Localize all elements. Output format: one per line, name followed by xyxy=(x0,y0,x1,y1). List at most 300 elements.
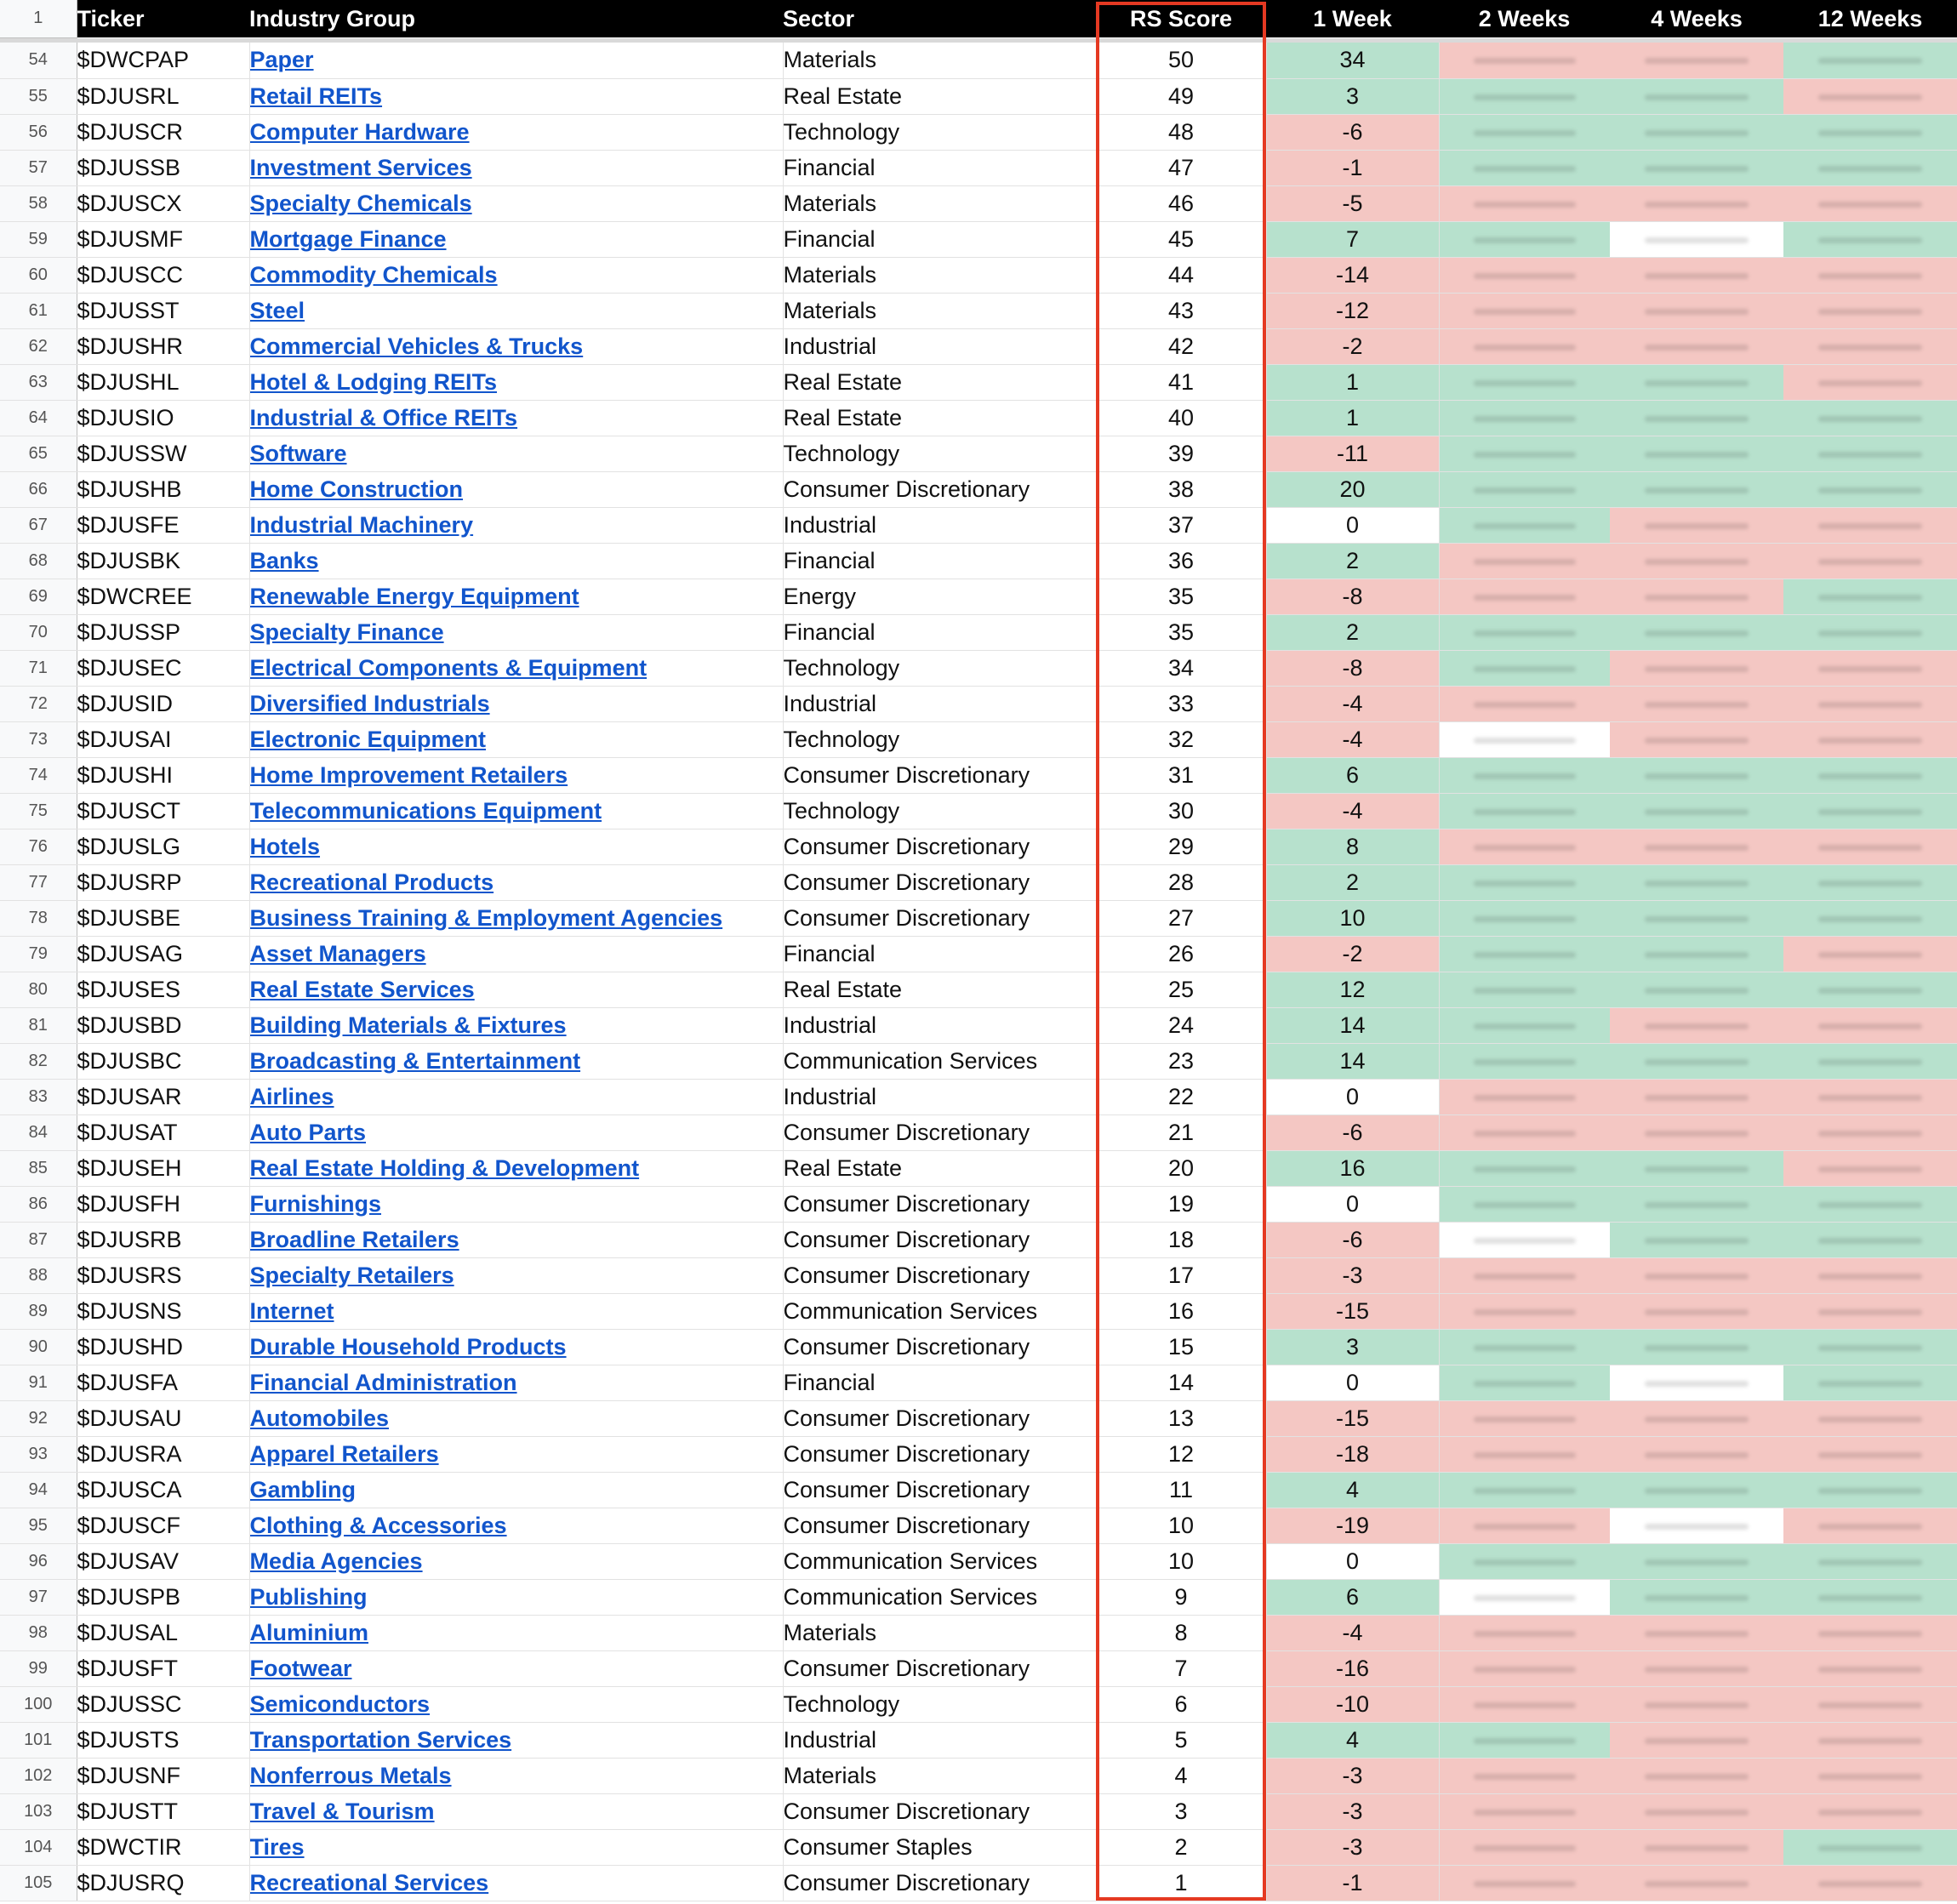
week-4-change-cell[interactable] xyxy=(1610,221,1783,257)
industry-group-link[interactable]: Broadline Retailers xyxy=(249,1226,459,1252)
sector-cell[interactable]: Consumer Discretionary xyxy=(783,1508,1096,1543)
week-12-change-cell[interactable] xyxy=(1783,579,1957,614)
rs-score-cell[interactable]: 2 xyxy=(1096,1829,1266,1865)
week-4-change-cell[interactable] xyxy=(1610,364,1783,400)
week-2-change-cell[interactable] xyxy=(1439,1079,1610,1114)
rs-score-cell[interactable]: 24 xyxy=(1096,1007,1266,1043)
industry-group-cell[interactable] xyxy=(249,757,783,793)
sector-cell[interactable]: Financial xyxy=(783,614,1096,650)
ticker-cell[interactable]: $DJUSAR xyxy=(77,1079,249,1114)
sector-cell[interactable]: Consumer Discretionary xyxy=(783,1114,1096,1150)
industry-group-cell[interactable] xyxy=(249,114,783,150)
sector-cell[interactable]: Consumer Discretionary xyxy=(783,1400,1096,1436)
week-1-change-cell[interactable]: 12 xyxy=(1266,972,1439,1007)
industry-group-link[interactable]: Aluminium xyxy=(249,1619,368,1645)
rs-score-cell[interactable]: 11 xyxy=(1096,1472,1266,1508)
industry-group-link[interactable]: Hotels xyxy=(249,833,321,859)
sector-cell[interactable]: Communication Services xyxy=(783,1293,1096,1329)
rs-score-cell[interactable]: 19 xyxy=(1096,1186,1266,1222)
week-4-change-cell[interactable] xyxy=(1610,1615,1783,1650)
industry-group-link[interactable]: Publishing xyxy=(249,1583,368,1610)
sector-cell[interactable]: Real Estate xyxy=(783,78,1096,114)
industry-group-link[interactable]: Recreational Products xyxy=(249,869,494,895)
week-2-change-cell[interactable] xyxy=(1439,1615,1610,1650)
ticker-cell[interactable]: $DJUSSC xyxy=(77,1686,249,1722)
ticker-cell[interactable]: $DJUSLG xyxy=(77,829,249,864)
week-2-change-cell[interactable] xyxy=(1439,257,1610,293)
ticker-cell[interactable]: $DJUSSB xyxy=(77,150,249,185)
ticker-cell[interactable]: $DJUSRS xyxy=(77,1257,249,1293)
rs-score-cell[interactable]: 5 xyxy=(1096,1722,1266,1758)
week-2-change-cell[interactable] xyxy=(1439,936,1610,972)
rs-score-cell[interactable]: 1 xyxy=(1096,1865,1266,1901)
industry-group-cell[interactable] xyxy=(249,829,783,864)
week-4-change-cell[interactable] xyxy=(1610,1400,1783,1436)
week-12-change-cell[interactable] xyxy=(1783,1257,1957,1293)
industry-group-cell[interactable] xyxy=(249,507,783,543)
industry-group-link[interactable]: Mortgage Finance xyxy=(249,225,447,252)
week-4-change-cell[interactable] xyxy=(1610,1079,1783,1114)
week-1-change-cell[interactable]: -2 xyxy=(1266,936,1439,972)
rs-score-cell[interactable]: 4 xyxy=(1096,1758,1266,1793)
rs-score-cell[interactable]: 20 xyxy=(1096,1150,1266,1186)
week-12-change-cell[interactable] xyxy=(1783,1615,1957,1650)
rs-score-cell[interactable]: 29 xyxy=(1096,829,1266,864)
week-12-change-cell[interactable] xyxy=(1783,793,1957,829)
week-4-change-cell[interactable] xyxy=(1610,1436,1783,1472)
week-4-change-cell[interactable] xyxy=(1610,1007,1783,1043)
week-1-change-cell[interactable]: 2 xyxy=(1266,543,1439,579)
week-1-change-cell[interactable]: 2 xyxy=(1266,864,1439,900)
ticker-cell[interactable]: $DJUSBC xyxy=(77,1043,249,1079)
sector-cell[interactable]: Technology xyxy=(783,1686,1096,1722)
row-number[interactable]: 61 xyxy=(0,293,77,328)
industry-group-link[interactable]: Building Materials & Fixtures xyxy=(249,1012,567,1038)
industry-group-link[interactable]: Business Training & Employment Agencies xyxy=(249,904,723,931)
industry-group-cell[interactable] xyxy=(249,185,783,221)
industry-group-cell[interactable] xyxy=(249,1365,783,1400)
sector-cell[interactable]: Real Estate xyxy=(783,1150,1096,1186)
sector-cell[interactable]: Industrial xyxy=(783,1007,1096,1043)
row-number[interactable]: 82 xyxy=(0,1043,77,1079)
ticker-cell[interactable]: $DJUSNS xyxy=(77,1293,249,1329)
sector-cell[interactable]: Consumer Discretionary xyxy=(783,1793,1096,1829)
rs-score-cell[interactable]: 35 xyxy=(1096,579,1266,614)
week-2-change-cell[interactable] xyxy=(1439,1365,1610,1400)
industry-group-link[interactable]: Renewable Energy Equipment xyxy=(249,583,579,609)
week-2-change-cell[interactable] xyxy=(1439,364,1610,400)
week-2-change-cell[interactable] xyxy=(1439,1400,1610,1436)
row-number[interactable]: 89 xyxy=(0,1293,77,1329)
week-2-change-cell[interactable] xyxy=(1439,328,1610,364)
ticker-cell[interactable]: $DJUSSP xyxy=(77,614,249,650)
industry-group-link[interactable]: Computer Hardware xyxy=(249,118,470,145)
industry-group-link[interactable]: Real Estate Services xyxy=(249,976,475,1002)
week-2-change-cell[interactable] xyxy=(1439,1722,1610,1758)
industry-group-cell[interactable] xyxy=(249,257,783,293)
rs-score-cell[interactable]: 43 xyxy=(1096,293,1266,328)
sector-cell[interactable]: Consumer Discretionary xyxy=(783,1436,1096,1472)
industry-group-link[interactable]: Industrial & Office REITs xyxy=(249,404,518,430)
sector-cell[interactable]: Communication Services xyxy=(783,1043,1096,1079)
week-4-change-cell[interactable] xyxy=(1610,793,1783,829)
week-2-change-cell[interactable] xyxy=(1439,1043,1610,1079)
rs-score-cell[interactable]: 50 xyxy=(1096,43,1266,78)
sector-cell[interactable]: Industrial xyxy=(783,686,1096,721)
industry-group-cell[interactable] xyxy=(249,579,783,614)
ticker-cell[interactable]: $DJUSSW xyxy=(77,436,249,471)
col-header-2-weeks[interactable]: 2 Weeks xyxy=(1439,0,1610,37)
week-1-change-cell[interactable]: -4 xyxy=(1266,793,1439,829)
week-4-change-cell[interactable] xyxy=(1610,686,1783,721)
week-1-change-cell[interactable]: 7 xyxy=(1266,221,1439,257)
sector-cell[interactable]: Industrial xyxy=(783,1722,1096,1758)
rs-score-cell[interactable]: 10 xyxy=(1096,1543,1266,1579)
week-1-change-cell[interactable]: 8 xyxy=(1266,829,1439,864)
industry-group-link[interactable]: Banks xyxy=(249,547,319,573)
ticker-cell[interactable]: $DJUSEH xyxy=(77,1150,249,1186)
week-12-change-cell[interactable] xyxy=(1783,1186,1957,1222)
week-12-change-cell[interactable] xyxy=(1783,1436,1957,1472)
week-12-change-cell[interactable] xyxy=(1783,507,1957,543)
week-12-change-cell[interactable] xyxy=(1783,686,1957,721)
row-number[interactable]: 83 xyxy=(0,1079,77,1114)
week-12-change-cell[interactable] xyxy=(1783,328,1957,364)
industry-group-cell[interactable] xyxy=(249,1472,783,1508)
industry-group-link[interactable]: Retail REITs xyxy=(249,83,383,109)
industry-group-link[interactable]: Commercial Vehicles & Trucks xyxy=(249,333,584,359)
rs-score-cell[interactable]: 25 xyxy=(1096,972,1266,1007)
week-2-change-cell[interactable] xyxy=(1439,614,1610,650)
week-12-change-cell[interactable] xyxy=(1783,1508,1957,1543)
col-header-12-weeks[interactable]: 12 Weeks xyxy=(1783,0,1957,37)
week-4-change-cell[interactable] xyxy=(1610,1722,1783,1758)
rs-score-cell[interactable]: 6 xyxy=(1096,1686,1266,1722)
industry-group-cell[interactable] xyxy=(249,686,783,721)
row-number[interactable]: 1 xyxy=(0,0,77,37)
rs-score-cell[interactable]: 46 xyxy=(1096,185,1266,221)
week-1-change-cell[interactable]: 0 xyxy=(1266,1365,1439,1400)
sector-cell[interactable]: Consumer Discretionary xyxy=(783,864,1096,900)
ticker-cell[interactable]: $DJUSMF xyxy=(77,221,249,257)
week-12-change-cell[interactable] xyxy=(1783,1829,1957,1865)
sector-cell[interactable]: Technology xyxy=(783,721,1096,757)
industry-group-cell[interactable] xyxy=(249,1543,783,1579)
industry-group-cell[interactable] xyxy=(249,1329,783,1365)
col-header-rs-score[interactable]: RS Score xyxy=(1096,0,1266,37)
industry-group-link[interactable]: Airlines xyxy=(249,1083,334,1109)
week-2-change-cell[interactable] xyxy=(1439,1293,1610,1329)
industry-group-link[interactable]: Electrical Components & Equipment xyxy=(249,654,648,681)
sector-cell[interactable]: Real Estate xyxy=(783,400,1096,436)
industry-group-link[interactable]: Real Estate Holding & Development xyxy=(249,1154,640,1181)
week-4-change-cell[interactable] xyxy=(1610,1329,1783,1365)
ticker-cell[interactable]: $DJUSCR xyxy=(77,114,249,150)
week-1-change-cell[interactable]: -4 xyxy=(1266,1615,1439,1650)
industry-group-link[interactable]: Diversified Industrials xyxy=(249,690,490,716)
ticker-cell[interactable]: $DJUSCA xyxy=(77,1472,249,1508)
rs-score-cell[interactable]: 21 xyxy=(1096,1114,1266,1150)
week-12-change-cell[interactable] xyxy=(1783,614,1957,650)
industry-group-link[interactable]: Nonferrous Metals xyxy=(249,1762,452,1788)
row-number[interactable]: 101 xyxy=(0,1722,77,1758)
industry-group-link[interactable]: Industrial Machinery xyxy=(249,511,474,538)
rs-score-cell[interactable]: 16 xyxy=(1096,1293,1266,1329)
sector-cell[interactable]: Materials xyxy=(783,185,1096,221)
ticker-cell[interactable]: $DWCTIR xyxy=(77,1829,249,1865)
industry-group-cell[interactable] xyxy=(249,78,783,114)
rs-score-cell[interactable]: 44 xyxy=(1096,257,1266,293)
week-1-change-cell[interactable]: -4 xyxy=(1266,721,1439,757)
rs-score-cell[interactable]: 33 xyxy=(1096,686,1266,721)
week-1-change-cell[interactable]: 14 xyxy=(1266,1007,1439,1043)
row-number[interactable]: 99 xyxy=(0,1650,77,1686)
row-number[interactable]: 72 xyxy=(0,686,77,721)
industry-group-cell[interactable] xyxy=(249,221,783,257)
sector-cell[interactable]: Industrial xyxy=(783,507,1096,543)
week-1-change-cell[interactable]: -1 xyxy=(1266,1865,1439,1901)
col-header-4-weeks[interactable]: 4 Weeks xyxy=(1610,0,1783,37)
rs-score-cell[interactable]: 35 xyxy=(1096,614,1266,650)
industry-group-link[interactable]: Durable Household Products xyxy=(249,1333,567,1360)
week-12-change-cell[interactable] xyxy=(1783,721,1957,757)
industry-group-cell[interactable] xyxy=(249,1829,783,1865)
sector-cell[interactable]: Financial xyxy=(783,543,1096,579)
week-12-change-cell[interactable] xyxy=(1783,1365,1957,1400)
week-1-change-cell[interactable]: 10 xyxy=(1266,900,1439,936)
rs-score-cell[interactable]: 34 xyxy=(1096,650,1266,686)
week-1-change-cell[interactable]: -8 xyxy=(1266,650,1439,686)
row-number[interactable]: 81 xyxy=(0,1007,77,1043)
week-12-change-cell[interactable] xyxy=(1783,1222,1957,1257)
week-12-change-cell[interactable] xyxy=(1783,1150,1957,1186)
ticker-cell[interactable]: $DJUSHI xyxy=(77,757,249,793)
industry-group-link[interactable]: Software xyxy=(249,440,347,466)
week-1-change-cell[interactable]: 4 xyxy=(1266,1722,1439,1758)
week-2-change-cell[interactable] xyxy=(1439,900,1610,936)
week-2-change-cell[interactable] xyxy=(1439,185,1610,221)
rs-score-cell[interactable]: 3 xyxy=(1096,1793,1266,1829)
week-2-change-cell[interactable] xyxy=(1439,436,1610,471)
sector-cell[interactable]: Consumer Discretionary xyxy=(783,900,1096,936)
sector-cell[interactable]: Industrial xyxy=(783,328,1096,364)
sector-cell[interactable]: Materials xyxy=(783,257,1096,293)
rs-score-cell[interactable]: 32 xyxy=(1096,721,1266,757)
week-12-change-cell[interactable] xyxy=(1783,293,1957,328)
sector-cell[interactable]: Materials xyxy=(783,1758,1096,1793)
week-12-change-cell[interactable] xyxy=(1783,221,1957,257)
ticker-cell[interactable]: $DJUSCX xyxy=(77,185,249,221)
week-12-change-cell[interactable] xyxy=(1783,1114,1957,1150)
ticker-cell[interactable]: $DJUSAV xyxy=(77,1543,249,1579)
rs-score-cell[interactable]: 22 xyxy=(1096,1079,1266,1114)
rs-score-cell[interactable]: 45 xyxy=(1096,221,1266,257)
week-4-change-cell[interactable] xyxy=(1610,1293,1783,1329)
sector-cell[interactable]: Consumer Discretionary xyxy=(783,471,1096,507)
week-12-change-cell[interactable] xyxy=(1783,1543,1957,1579)
week-1-change-cell[interactable]: -6 xyxy=(1266,1114,1439,1150)
industry-group-cell[interactable] xyxy=(249,293,783,328)
sector-cell[interactable]: Real Estate xyxy=(783,364,1096,400)
week-12-change-cell[interactable] xyxy=(1783,436,1957,471)
industry-group-cell[interactable] xyxy=(249,1150,783,1186)
week-2-change-cell[interactable] xyxy=(1439,543,1610,579)
week-12-change-cell[interactable] xyxy=(1783,543,1957,579)
industry-group-link[interactable]: Auto Parts xyxy=(249,1119,367,1145)
week-4-change-cell[interactable] xyxy=(1610,1114,1783,1150)
week-2-change-cell[interactable] xyxy=(1439,686,1610,721)
week-4-change-cell[interactable] xyxy=(1610,1365,1783,1400)
row-number[interactable]: 73 xyxy=(0,721,77,757)
ticker-cell[interactable]: $DJUSNF xyxy=(77,1758,249,1793)
rs-score-cell[interactable]: 12 xyxy=(1096,1436,1266,1472)
row-number[interactable]: 85 xyxy=(0,1150,77,1186)
ticker-cell[interactable]: $DJUSCF xyxy=(77,1508,249,1543)
industry-group-link[interactable]: Semiconductors xyxy=(249,1690,431,1717)
ticker-cell[interactable]: $DJUSPB xyxy=(77,1579,249,1615)
sector-cell[interactable]: Consumer Discretionary xyxy=(783,829,1096,864)
week-4-change-cell[interactable] xyxy=(1610,293,1783,328)
row-number[interactable]: 98 xyxy=(0,1615,77,1650)
row-number[interactable]: 75 xyxy=(0,793,77,829)
row-number[interactable]: 95 xyxy=(0,1508,77,1543)
week-1-change-cell[interactable]: 3 xyxy=(1266,1329,1439,1365)
industry-group-link[interactable]: Asset Managers xyxy=(249,940,426,966)
ticker-cell[interactable]: $DJUSHB xyxy=(77,471,249,507)
sector-cell[interactable]: Consumer Discretionary xyxy=(783,1472,1096,1508)
week-1-change-cell[interactable]: -6 xyxy=(1266,1222,1439,1257)
week-2-change-cell[interactable] xyxy=(1439,1758,1610,1793)
row-number[interactable]: 86 xyxy=(0,1186,77,1222)
sector-cell[interactable]: Industrial xyxy=(783,1079,1096,1114)
week-2-change-cell[interactable] xyxy=(1439,114,1610,150)
col-header-ticker[interactable]: Ticker xyxy=(77,0,249,37)
ticker-cell[interactable]: $DJUSHL xyxy=(77,364,249,400)
rs-score-cell[interactable]: 39 xyxy=(1096,436,1266,471)
industry-group-cell[interactable] xyxy=(249,1793,783,1829)
industry-group-cell[interactable] xyxy=(249,864,783,900)
row-number[interactable]: 93 xyxy=(0,1436,77,1472)
week-4-change-cell[interactable] xyxy=(1610,1186,1783,1222)
ticker-cell[interactable]: $DJUSFT xyxy=(77,1650,249,1686)
week-4-change-cell[interactable] xyxy=(1610,650,1783,686)
row-number[interactable]: 63 xyxy=(0,364,77,400)
industry-group-cell[interactable] xyxy=(249,614,783,650)
week-4-change-cell[interactable] xyxy=(1610,78,1783,114)
week-1-change-cell[interactable]: -1 xyxy=(1266,150,1439,185)
sector-cell[interactable]: Materials xyxy=(783,293,1096,328)
sector-cell[interactable]: Real Estate xyxy=(783,972,1096,1007)
week-1-change-cell[interactable]: 34 xyxy=(1266,43,1439,78)
week-1-change-cell[interactable]: 0 xyxy=(1266,507,1439,543)
week-12-change-cell[interactable] xyxy=(1783,1650,1957,1686)
industry-group-cell[interactable] xyxy=(249,1043,783,1079)
industry-group-link[interactable]: Commodity Chemicals xyxy=(249,261,498,288)
row-number[interactable]: 77 xyxy=(0,864,77,900)
industry-group-link[interactable]: Home Improvement Retailers xyxy=(249,761,568,788)
rs-score-cell[interactable]: 30 xyxy=(1096,793,1266,829)
industry-group-link[interactable]: Apparel Retailers xyxy=(249,1440,439,1467)
week-1-change-cell[interactable]: -3 xyxy=(1266,1793,1439,1829)
week-2-change-cell[interactable] xyxy=(1439,864,1610,900)
week-1-change-cell[interactable]: -10 xyxy=(1266,1686,1439,1722)
week-4-change-cell[interactable] xyxy=(1610,579,1783,614)
industry-group-link[interactable]: Media Agencies xyxy=(249,1548,423,1574)
row-number[interactable]: 102 xyxy=(0,1758,77,1793)
week-2-change-cell[interactable] xyxy=(1439,1829,1610,1865)
week-12-change-cell[interactable] xyxy=(1783,43,1957,78)
week-1-change-cell[interactable]: 0 xyxy=(1266,1186,1439,1222)
week-12-change-cell[interactable] xyxy=(1783,400,1957,436)
row-number[interactable]: 56 xyxy=(0,114,77,150)
row-number[interactable]: 74 xyxy=(0,757,77,793)
week-4-change-cell[interactable] xyxy=(1610,1758,1783,1793)
row-number[interactable]: 57 xyxy=(0,150,77,185)
week-12-change-cell[interactable] xyxy=(1783,471,1957,507)
week-4-change-cell[interactable] xyxy=(1610,543,1783,579)
week-4-change-cell[interactable] xyxy=(1610,1150,1783,1186)
row-number[interactable]: 90 xyxy=(0,1329,77,1365)
week-1-change-cell[interactable]: -8 xyxy=(1266,579,1439,614)
week-12-change-cell[interactable] xyxy=(1783,150,1957,185)
row-number[interactable]: 105 xyxy=(0,1865,77,1901)
week-4-change-cell[interactable] xyxy=(1610,400,1783,436)
week-4-change-cell[interactable] xyxy=(1610,900,1783,936)
row-number[interactable]: 68 xyxy=(0,543,77,579)
week-4-change-cell[interactable] xyxy=(1610,614,1783,650)
rs-score-cell[interactable]: 42 xyxy=(1096,328,1266,364)
ticker-cell[interactable]: $DJUSRB xyxy=(77,1222,249,1257)
week-1-change-cell[interactable]: -2 xyxy=(1266,328,1439,364)
industry-group-cell[interactable] xyxy=(249,471,783,507)
week-12-change-cell[interactable] xyxy=(1783,650,1957,686)
ticker-cell[interactable]: $DWCREE xyxy=(77,579,249,614)
industry-group-cell[interactable] xyxy=(249,364,783,400)
ticker-cell[interactable]: $DJUSCC xyxy=(77,257,249,293)
week-2-change-cell[interactable] xyxy=(1439,757,1610,793)
row-number[interactable]: 54 xyxy=(0,43,77,78)
industry-group-link[interactable]: Travel & Tourism xyxy=(249,1798,435,1824)
sector-cell[interactable]: Materials xyxy=(783,1615,1096,1650)
sector-cell[interactable]: Technology xyxy=(783,650,1096,686)
week-2-change-cell[interactable] xyxy=(1439,1436,1610,1472)
rs-score-cell[interactable]: 47 xyxy=(1096,150,1266,185)
week-1-change-cell[interactable]: -15 xyxy=(1266,1293,1439,1329)
week-12-change-cell[interactable] xyxy=(1783,1579,1957,1615)
ticker-cell[interactable]: $DJUSST xyxy=(77,293,249,328)
row-number[interactable]: 92 xyxy=(0,1400,77,1436)
row-number[interactable]: 60 xyxy=(0,257,77,293)
week-1-change-cell[interactable]: 20 xyxy=(1266,471,1439,507)
sector-cell[interactable]: Consumer Discretionary xyxy=(783,757,1096,793)
ticker-cell[interactable]: $DJUSID xyxy=(77,686,249,721)
week-4-change-cell[interactable] xyxy=(1610,1865,1783,1901)
week-12-change-cell[interactable] xyxy=(1783,1865,1957,1901)
week-12-change-cell[interactable] xyxy=(1783,1722,1957,1758)
industry-group-link[interactable]: Tires xyxy=(249,1833,305,1860)
week-12-change-cell[interactable] xyxy=(1783,114,1957,150)
rs-score-cell[interactable]: 31 xyxy=(1096,757,1266,793)
week-2-change-cell[interactable] xyxy=(1439,829,1610,864)
ticker-cell[interactable]: $DJUSAL xyxy=(77,1615,249,1650)
industry-group-cell[interactable] xyxy=(249,1293,783,1329)
week-12-change-cell[interactable] xyxy=(1783,1472,1957,1508)
industry-group-cell[interactable] xyxy=(249,1114,783,1150)
row-number[interactable]: 69 xyxy=(0,579,77,614)
row-number[interactable]: 100 xyxy=(0,1686,77,1722)
industry-group-cell[interactable] xyxy=(249,1865,783,1901)
week-4-change-cell[interactable] xyxy=(1610,936,1783,972)
